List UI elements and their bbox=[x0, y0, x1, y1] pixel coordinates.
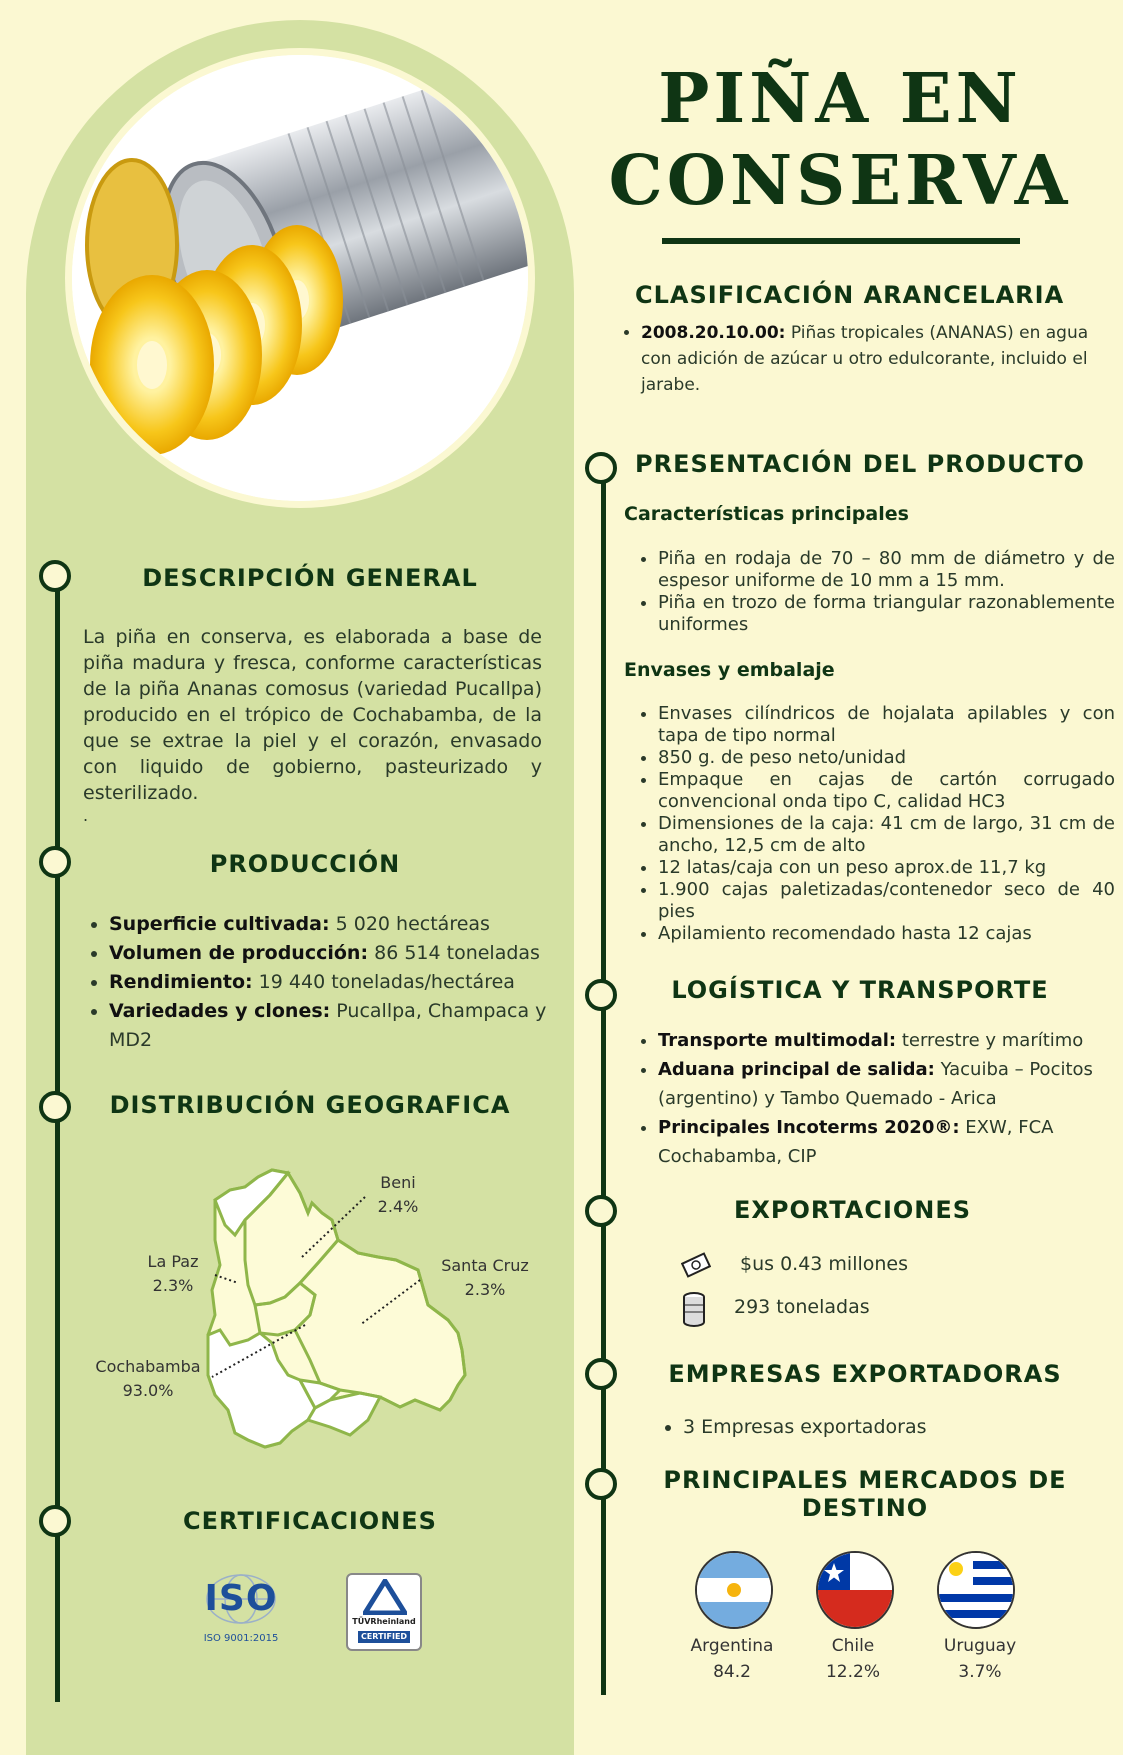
distribucion-heading: DISTRIBUCIÓN GEOGRAFICA bbox=[109, 1091, 511, 1119]
item-label: Transporte multimodal: bbox=[658, 1030, 897, 1051]
list-item: • 1.900 cajas paletizadas/contenedor seco de 40 pies bbox=[658, 879, 1115, 923]
item-label: Rendimiento: bbox=[109, 971, 253, 993]
can-icon bbox=[682, 1292, 706, 1332]
envases-list bbox=[633, 703, 1115, 945]
uruguay-flag-icon bbox=[937, 1551, 1015, 1629]
list-item: • Piña en rodaja de 70 – 80 mm de diámetro y de espesor uniforme de 10 mm a 15 mm. bbox=[658, 548, 1115, 592]
map-label-la-paz bbox=[130, 1250, 216, 1298]
certificaciones-heading: CERTIFICACIONES bbox=[183, 1507, 437, 1535]
region-name: Santa Cruz bbox=[441, 1256, 529, 1275]
item-label: Superficie cultivada: bbox=[109, 913, 330, 935]
tariff-description: Piñas tropicales (ANANAS) en agua con adición de azúcar u otro edulcorante, incluido el jarabe. bbox=[641, 323, 1089, 395]
title-line-1: PIÑA EN bbox=[658, 59, 1022, 139]
timeline-node bbox=[585, 1468, 617, 1500]
chile-flag-icon bbox=[816, 1551, 894, 1629]
map-label-santa-cruz bbox=[430, 1254, 540, 1302]
empresas-list bbox=[658, 1414, 1083, 1440]
export-value: $us 0.43 millones bbox=[740, 1253, 909, 1275]
list-item: • 850 g. de peso neto/unidad bbox=[658, 747, 1115, 769]
logistica-list bbox=[633, 1026, 1123, 1171]
empresas-heading: EMPRESAS EXPORTADORAS bbox=[668, 1360, 1062, 1388]
map-label-cochabamba bbox=[82, 1355, 214, 1403]
list-item: • Piña en trozo de forma triangular razonablemente uniformes bbox=[658, 592, 1115, 636]
title-line-2: CONSERVA bbox=[608, 141, 1072, 221]
list-item bbox=[641, 320, 1111, 398]
iso-mark: ISO bbox=[204, 1578, 278, 1619]
iso-caption: ISO 9001:2015 bbox=[203, 1633, 279, 1644]
region-name: Cochabamba bbox=[95, 1357, 201, 1376]
item-value: terrestre y marítimo bbox=[901, 1030, 1084, 1051]
region-share: 2.4% bbox=[377, 1197, 419, 1216]
list-item bbox=[109, 939, 571, 968]
item-label: Variedades y clones: bbox=[109, 1000, 331, 1022]
clasificacion-heading: CLASIFICACIÓN ARANCELARIA bbox=[635, 281, 1065, 309]
iso-logo bbox=[198, 1573, 284, 1651]
region-name: Beni bbox=[380, 1173, 416, 1192]
list-item bbox=[658, 1113, 1123, 1171]
list-item: • Dimensiones de la caja: 41 cm de largo, 31 cm de ancho, 12,5 cm de alto bbox=[658, 813, 1115, 857]
item-value: 5 020 hectáreas bbox=[335, 913, 490, 935]
title-underline bbox=[662, 238, 1020, 244]
money-icon bbox=[681, 1250, 711, 1284]
presentacion-heading: PRESENTACIÓN DEL PRODUCTO bbox=[635, 450, 1085, 478]
product-photo bbox=[72, 55, 528, 501]
region-share: 93.0% bbox=[122, 1381, 174, 1400]
timeline-node bbox=[39, 560, 71, 592]
country-argentina bbox=[677, 1633, 787, 1685]
country-name: Uruguay bbox=[943, 1636, 1017, 1656]
country-share: 84.2 bbox=[713, 1662, 751, 1682]
item-label: Principales Incoterms 2020®: bbox=[658, 1117, 960, 1138]
tuv-brand: TÜVRheinland bbox=[352, 1617, 416, 1626]
list-item: • 12 latas/caja con un peso aprox.de 11,7 kg bbox=[658, 857, 1115, 879]
country-share: 3.7% bbox=[958, 1662, 1002, 1682]
triangle-icon bbox=[363, 1579, 407, 1615]
item-value: 19 440 toneladas/hectárea bbox=[258, 971, 515, 993]
tuv-certified-logo bbox=[346, 1573, 422, 1651]
caracteristicas-list bbox=[633, 548, 1115, 636]
item-value: 86 514 toneladas bbox=[374, 942, 540, 964]
tariff-code: 2008.20.10.00: bbox=[641, 323, 786, 343]
descripcion-trailing: . bbox=[83, 806, 89, 825]
country-name: Argentina bbox=[690, 1636, 774, 1656]
caracteristicas-subheading: Características principales bbox=[624, 503, 909, 525]
list-item bbox=[658, 1026, 1123, 1055]
item-value: EXW, FCA Cochabamba, CIP bbox=[658, 1117, 1054, 1167]
timeline-node bbox=[39, 1091, 71, 1123]
envases-subheading: Envases y embalaje bbox=[624, 659, 835, 681]
timeline-node bbox=[39, 846, 71, 878]
item-label: Aduana principal de salida: bbox=[658, 1059, 935, 1080]
item-label: Volumen de producción: bbox=[109, 942, 369, 964]
mercados-heading bbox=[640, 1466, 1090, 1522]
map-label-beni bbox=[356, 1171, 440, 1219]
export-volume: 293 toneladas bbox=[734, 1296, 870, 1318]
list-item bbox=[109, 997, 571, 1055]
region-share: 2.3% bbox=[464, 1280, 506, 1299]
country-chile bbox=[798, 1633, 908, 1685]
exportaciones-heading: EXPORTACIONES bbox=[733, 1196, 972, 1224]
item-value: Pucallpa, Champaca y MD2 bbox=[109, 1000, 547, 1051]
mercados-heading-line-2: DESTINO bbox=[801, 1494, 929, 1522]
region-share: 2.3% bbox=[152, 1276, 194, 1295]
logistica-heading: LOGÍSTICA Y TRANSPORTE bbox=[671, 976, 1049, 1004]
list-item bbox=[109, 910, 571, 939]
timeline-node bbox=[585, 452, 617, 484]
list-item bbox=[109, 968, 571, 997]
right-timeline-line bbox=[601, 467, 606, 1695]
produccion-heading: PRODUCCIÓN bbox=[209, 850, 401, 878]
page-title bbox=[590, 58, 1090, 222]
list-item: • Envases cilíndricos de hojalata apilables y con tapa de tipo normal bbox=[658, 703, 1115, 747]
produccion-list bbox=[84, 910, 571, 1055]
clasificacion-list bbox=[616, 320, 1111, 398]
item-value: Yacuiba – Pocitos (argentino) y Tambo Quemado - Arica bbox=[658, 1059, 1093, 1109]
list-item bbox=[658, 1055, 1123, 1113]
mercados-heading-line-1: PRINCIPALES MERCADOS DE bbox=[663, 1466, 1067, 1494]
list-item: • Empaque en cajas de cartón corrugado convencional onda tipo C, calidad HC3 bbox=[658, 769, 1115, 813]
region-name: La Paz bbox=[147, 1252, 199, 1271]
argentina-flag-icon bbox=[695, 1551, 773, 1629]
timeline-node bbox=[39, 1505, 71, 1537]
descripcion-text: La piña en conserva, es elaborada a base de piña madura y fresca, conforme características de la piña Ananas comosus (variedad Pucallpa) producido en el trópico de Cochabamba, de la que se extrae la piel y el corazón, envasado con liquido de gobierno, pasteurizado y esterilizado. bbox=[83, 626, 542, 804]
country-uruguay bbox=[925, 1633, 1035, 1685]
country-name: Chile bbox=[831, 1636, 875, 1656]
descripcion-heading: DESCRIPCIÓN GENERAL bbox=[142, 564, 478, 592]
product-photo-frame bbox=[65, 48, 535, 508]
timeline-node bbox=[585, 1358, 617, 1390]
list-item: • Apilamiento recomendado hasta 12 cajas bbox=[658, 923, 1115, 945]
country-share: 12.2% bbox=[825, 1662, 880, 1682]
tuv-certified-badge: CERTIFIED bbox=[358, 1631, 410, 1643]
timeline-node bbox=[585, 1195, 617, 1227]
timeline-node bbox=[585, 979, 617, 1011]
list-item: • 3 Empresas exportadoras bbox=[683, 1414, 1083, 1440]
